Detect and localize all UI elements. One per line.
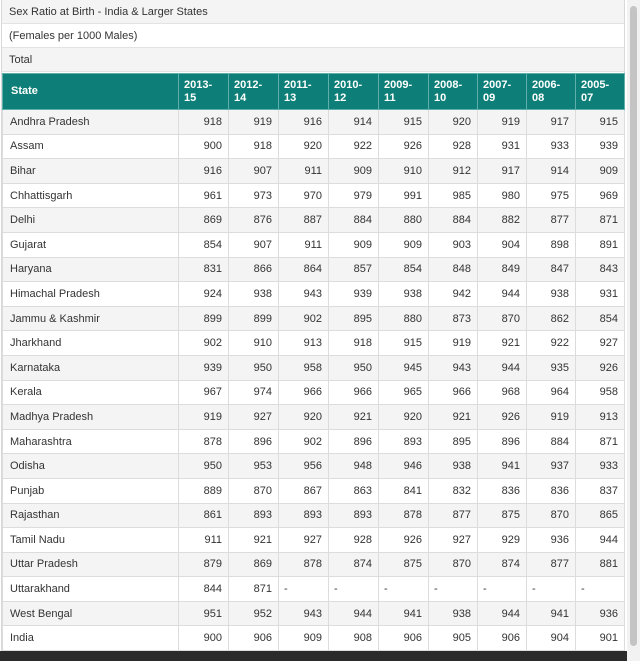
ratio-value-cell: 882 <box>478 208 527 233</box>
ratio-value-cell: 964 <box>527 380 576 405</box>
sex-ratio-table <box>2 73 625 651</box>
ratio-value-cell: 863 <box>329 478 379 503</box>
state-name-cell: Jammu & Kashmir <box>3 306 179 331</box>
ratio-value-cell: 900 <box>179 626 229 651</box>
table-row <box>3 159 625 184</box>
ratio-value-cell: 903 <box>429 232 478 257</box>
ratio-value-cell: 902 <box>279 306 329 331</box>
state-name-cell: Bihar <box>3 159 179 184</box>
ratio-value-cell: 944 <box>329 601 379 626</box>
ratio-value-cell: 921 <box>429 405 478 430</box>
table-row <box>3 306 625 331</box>
ratio-value-cell: 861 <box>179 503 229 528</box>
ratio-value-cell: 857 <box>329 257 379 282</box>
ratio-value-cell: 912 <box>429 159 478 184</box>
ratio-value-cell: 904 <box>527 626 576 651</box>
column-header-year: 2013- 15 <box>179 74 229 110</box>
column-header-year: 2011- 13 <box>279 74 329 110</box>
ratio-value-cell: 920 <box>379 405 429 430</box>
ratio-value-cell: 889 <box>179 478 229 503</box>
ratio-value-cell: 943 <box>429 355 478 380</box>
ratio-value-cell: - <box>429 577 478 602</box>
ratio-value-cell: 877 <box>527 552 576 577</box>
ratio-value-cell: 944 <box>478 601 527 626</box>
state-name-cell: Uttarakhand <box>3 577 179 602</box>
ratio-value-cell: 936 <box>527 528 576 553</box>
ratio-value-cell: 870 <box>429 552 478 577</box>
ratio-value-cell: 970 <box>279 183 329 208</box>
table-row <box>3 528 625 553</box>
ratio-value-cell: 902 <box>179 331 229 356</box>
ratio-value-cell: 836 <box>527 478 576 503</box>
ratio-value-cell: 951 <box>179 601 229 626</box>
ratio-value-cell: 937 <box>527 454 576 479</box>
table-row <box>3 454 625 479</box>
ratio-value-cell: 913 <box>576 405 625 430</box>
table-row <box>3 405 625 430</box>
table-row <box>3 429 625 454</box>
ratio-value-cell: 869 <box>179 208 229 233</box>
ratio-value-cell: 871 <box>229 577 279 602</box>
ratio-value-cell: 979 <box>329 183 379 208</box>
ratio-value-cell: 913 <box>279 331 329 356</box>
ratio-value-cell: 906 <box>478 626 527 651</box>
state-name-cell: Jharkhand <box>3 331 179 356</box>
ratio-value-cell: 938 <box>229 282 279 307</box>
table-row <box>3 626 625 651</box>
ratio-value-cell: 939 <box>576 134 625 159</box>
ratio-value-cell: 854 <box>576 306 625 331</box>
table-row <box>3 355 625 380</box>
ratio-value-cell: - <box>379 577 429 602</box>
ratio-value-cell: 864 <box>279 257 329 282</box>
state-name-cell: Uttar Pradesh <box>3 552 179 577</box>
table-row <box>3 110 625 135</box>
ratio-value-cell: 869 <box>229 552 279 577</box>
vertical-scrollbar[interactable] <box>627 0 640 661</box>
ratio-value-cell: 927 <box>229 405 279 430</box>
ratio-value-cell: 910 <box>379 159 429 184</box>
ratio-value-cell: 939 <box>179 355 229 380</box>
ratio-value-cell: 911 <box>179 528 229 553</box>
ratio-value-cell: 867 <box>279 478 329 503</box>
ratio-value-cell: 880 <box>379 208 429 233</box>
ratio-value-cell: 874 <box>329 552 379 577</box>
table-row <box>3 257 625 282</box>
ratio-value-cell: 896 <box>329 429 379 454</box>
ratio-value-cell: 904 <box>478 232 527 257</box>
ratio-value-cell: 928 <box>329 528 379 553</box>
state-name-cell: Himachal Pradesh <box>3 282 179 307</box>
ratio-value-cell: 907 <box>229 232 279 257</box>
ratio-value-cell: - <box>279 577 329 602</box>
ratio-value-cell: 952 <box>229 601 279 626</box>
ratio-value-cell: 909 <box>576 159 625 184</box>
ratio-value-cell: 906 <box>229 626 279 651</box>
ratio-value-cell: 919 <box>179 405 229 430</box>
ratio-value-cell: - <box>329 577 379 602</box>
ratio-value-cell: 866 <box>229 257 279 282</box>
ratio-value-cell: 896 <box>478 429 527 454</box>
ratio-value-cell: 898 <box>527 232 576 257</box>
ratio-value-cell: 969 <box>576 183 625 208</box>
ratio-value-cell: 875 <box>478 503 527 528</box>
ratio-value-cell: 938 <box>379 282 429 307</box>
table-row <box>3 331 625 356</box>
ratio-value-cell: 877 <box>429 503 478 528</box>
ratio-value-cell: 891 <box>576 232 625 257</box>
ratio-value-cell: 922 <box>527 331 576 356</box>
ratio-value-cell: 879 <box>179 552 229 577</box>
ratio-value-cell: 926 <box>379 528 429 553</box>
ratio-value-cell: 968 <box>478 380 527 405</box>
ratio-value-cell: 920 <box>279 405 329 430</box>
ratio-value-cell: 893 <box>329 503 379 528</box>
state-name-cell: Maharashtra <box>3 429 179 454</box>
table-row <box>3 183 625 208</box>
column-header-year: 2007- 09 <box>478 74 527 110</box>
ratio-value-cell: 916 <box>179 159 229 184</box>
state-name-cell: Rajasthan <box>3 503 179 528</box>
column-header-year: 2012- 14 <box>229 74 279 110</box>
ratio-value-cell: 973 <box>229 183 279 208</box>
ratio-value-cell: 878 <box>279 552 329 577</box>
ratio-value-cell: 854 <box>379 257 429 282</box>
ratio-value-cell: 975 <box>527 183 576 208</box>
ratio-value-cell: 944 <box>576 528 625 553</box>
ratio-value-cell: 871 <box>576 429 625 454</box>
ratio-value-cell: 878 <box>179 429 229 454</box>
ratio-value-cell: - <box>527 577 576 602</box>
ratio-value-cell: 933 <box>576 454 625 479</box>
ratio-value-cell: 946 <box>379 454 429 479</box>
ratio-value-cell: 918 <box>179 110 229 135</box>
ratio-value-cell: 870 <box>527 503 576 528</box>
table-row <box>3 282 625 307</box>
ratio-value-cell: 965 <box>379 380 429 405</box>
ratio-value-cell: 966 <box>279 380 329 405</box>
ratio-value-cell: 920 <box>279 134 329 159</box>
state-name-cell: Chhattisgarh <box>3 183 179 208</box>
ratio-value-cell: 895 <box>329 306 379 331</box>
ratio-value-cell: 909 <box>329 159 379 184</box>
ratio-value-cell: 899 <box>229 306 279 331</box>
ratio-value-cell: 831 <box>179 257 229 282</box>
ratio-value-cell: 938 <box>527 282 576 307</box>
table-row <box>3 208 625 233</box>
column-header-year: 2009- 11 <box>379 74 429 110</box>
scrollbar-thumb[interactable] <box>630 6 637 646</box>
ratio-value-cell: 873 <box>429 306 478 331</box>
ratio-value-cell: 926 <box>576 355 625 380</box>
ratio-value-cell: 876 <box>229 208 279 233</box>
ratio-value-cell: 958 <box>576 380 625 405</box>
ratio-value-cell: 908 <box>329 626 379 651</box>
column-header-year: 2006- 08 <box>527 74 576 110</box>
ratio-value-cell: 918 <box>229 134 279 159</box>
table-row <box>3 601 625 626</box>
ratio-value-cell: - <box>576 577 625 602</box>
ratio-value-cell: 919 <box>527 405 576 430</box>
ratio-value-cell: 847 <box>527 257 576 282</box>
ratio-value-cell: 843 <box>576 257 625 282</box>
ratio-value-cell: 933 <box>527 134 576 159</box>
column-header-year: 2005- 07 <box>576 74 625 110</box>
ratio-value-cell: 917 <box>527 110 576 135</box>
ratio-value-cell: 944 <box>478 282 527 307</box>
ratio-value-cell: 915 <box>379 110 429 135</box>
ratio-value-cell: 915 <box>379 331 429 356</box>
ratio-value-cell: 921 <box>229 528 279 553</box>
column-header-state: State <box>3 74 179 110</box>
ratio-value-cell: 899 <box>179 306 229 331</box>
ratio-value-cell: 921 <box>478 331 527 356</box>
state-name-cell: Tamil Nadu <box>3 528 179 553</box>
ratio-value-cell: 974 <box>229 380 279 405</box>
ratio-value-cell: 878 <box>379 503 429 528</box>
state-name-cell: Madhya Pradesh <box>3 405 179 430</box>
ratio-value-cell: 865 <box>576 503 625 528</box>
ratio-value-cell: 884 <box>527 429 576 454</box>
ratio-value-cell: 985 <box>429 183 478 208</box>
ratio-value-cell: 875 <box>379 552 429 577</box>
ratio-value-cell: 854 <box>179 232 229 257</box>
ratio-value-cell: 956 <box>279 454 329 479</box>
ratio-value-cell: 917 <box>478 159 527 184</box>
bottom-edge <box>0 651 627 661</box>
ratio-value-cell: 942 <box>429 282 478 307</box>
ratio-value-cell: 870 <box>478 306 527 331</box>
ratio-value-cell: 915 <box>576 110 625 135</box>
ratio-value-cell: 911 <box>279 159 329 184</box>
ratio-value-cell: 935 <box>527 355 576 380</box>
ratio-value-cell: 991 <box>379 183 429 208</box>
ratio-value-cell: 907 <box>229 159 279 184</box>
ratio-value-cell: 844 <box>179 577 229 602</box>
column-header-year: 2008- 10 <box>429 74 478 110</box>
ratio-value-cell: 958 <box>279 355 329 380</box>
ratio-value-cell: 841 <box>379 478 429 503</box>
ratio-value-cell: 862 <box>527 306 576 331</box>
ratio-value-cell: 953 <box>229 454 279 479</box>
state-name-cell: Gujarat <box>3 232 179 257</box>
ratio-value-cell: 914 <box>527 159 576 184</box>
ratio-value-cell: 920 <box>429 110 478 135</box>
state-name-cell: Assam <box>3 134 179 159</box>
ratio-value-cell: 893 <box>229 503 279 528</box>
section-label: Total <box>2 48 624 72</box>
ratio-value-cell: 941 <box>478 454 527 479</box>
ratio-value-cell: 927 <box>279 528 329 553</box>
table-title: Sex Ratio at Birth - India & Larger States <box>2 0 624 24</box>
ratio-value-cell: 918 <box>329 331 379 356</box>
ratio-value-cell: 941 <box>379 601 429 626</box>
ratio-value-cell: 950 <box>179 454 229 479</box>
ratio-value-cell: 877 <box>527 208 576 233</box>
ratio-value-cell: 909 <box>379 232 429 257</box>
state-name-cell: Kerala <box>3 380 179 405</box>
ratio-value-cell: 921 <box>329 405 379 430</box>
ratio-value-cell: 910 <box>229 331 279 356</box>
ratio-value-cell: 909 <box>329 232 379 257</box>
ratio-value-cell: 837 <box>576 478 625 503</box>
column-header-year: 2010- 12 <box>329 74 379 110</box>
ratio-value-cell: 927 <box>576 331 625 356</box>
ratio-value-cell: 926 <box>379 134 429 159</box>
ratio-value-cell: 939 <box>329 282 379 307</box>
table-subtitle: (Females per 1000 Males) <box>2 24 624 48</box>
ratio-value-cell: 874 <box>478 552 527 577</box>
ratio-value-cell: 931 <box>478 134 527 159</box>
ratio-value-cell: 966 <box>429 380 478 405</box>
ratio-value-cell: 848 <box>429 257 478 282</box>
ratio-value-cell: 927 <box>429 528 478 553</box>
table-row <box>3 503 625 528</box>
ratio-value-cell: 871 <box>576 208 625 233</box>
ratio-value-cell: 881 <box>576 552 625 577</box>
table-row <box>3 478 625 503</box>
ratio-value-cell: 944 <box>478 355 527 380</box>
ratio-value-cell: 909 <box>279 626 329 651</box>
state-name-cell: West Bengal <box>3 601 179 626</box>
ratio-value-cell: 936 <box>576 601 625 626</box>
ratio-value-cell: 895 <box>429 429 478 454</box>
ratio-value-cell: 902 <box>279 429 329 454</box>
ratio-value-cell: 961 <box>179 183 229 208</box>
table-row <box>3 380 625 405</box>
ratio-value-cell: 887 <box>279 208 329 233</box>
ratio-value-cell: 926 <box>478 405 527 430</box>
ratio-value-cell: 922 <box>329 134 379 159</box>
table-row <box>3 232 625 257</box>
table-row <box>3 552 625 577</box>
ratio-value-cell: 966 <box>329 380 379 405</box>
ratio-value-cell: 914 <box>329 110 379 135</box>
ratio-value-cell: 980 <box>478 183 527 208</box>
ratio-value-cell: 919 <box>229 110 279 135</box>
ratio-value-cell: 832 <box>429 478 478 503</box>
ratio-value-cell: 893 <box>279 503 329 528</box>
state-name-cell: India <box>3 626 179 651</box>
ratio-value-cell: 931 <box>576 282 625 307</box>
ratio-value-cell: 928 <box>429 134 478 159</box>
ratio-value-cell: 945 <box>379 355 429 380</box>
ratio-value-cell: 893 <box>379 429 429 454</box>
ratio-value-cell: 901 <box>576 626 625 651</box>
ratio-value-cell: 929 <box>478 528 527 553</box>
state-name-cell: Punjab <box>3 478 179 503</box>
state-name-cell: Karnataka <box>3 355 179 380</box>
ratio-value-cell: 906 <box>379 626 429 651</box>
ratio-value-cell: 919 <box>429 331 478 356</box>
ratio-value-cell: 905 <box>429 626 478 651</box>
ratio-value-cell: 948 <box>329 454 379 479</box>
ratio-value-cell: 941 <box>527 601 576 626</box>
ratio-value-cell: 880 <box>379 306 429 331</box>
table-row <box>3 134 625 159</box>
state-name-cell: Delhi <box>3 208 179 233</box>
ratio-value-cell: 938 <box>429 454 478 479</box>
ratio-value-cell: 896 <box>229 429 279 454</box>
state-name-cell: Odisha <box>3 454 179 479</box>
ratio-value-cell: 900 <box>179 134 229 159</box>
ratio-value-cell: 943 <box>279 601 329 626</box>
ratio-value-cell: 849 <box>478 257 527 282</box>
ratio-value-cell: 916 <box>279 110 329 135</box>
header-row <box>3 74 625 110</box>
ratio-value-cell: 950 <box>229 355 279 380</box>
ratio-value-cell: 884 <box>329 208 379 233</box>
ratio-value-cell: 924 <box>179 282 229 307</box>
ratio-value-cell: - <box>478 577 527 602</box>
ratio-value-cell: 870 <box>229 478 279 503</box>
ratio-value-cell: 950 <box>329 355 379 380</box>
table-row <box>3 577 625 602</box>
ratio-value-cell: 938 <box>429 601 478 626</box>
ratio-value-cell: 836 <box>478 478 527 503</box>
ratio-value-cell: 919 <box>478 110 527 135</box>
state-name-cell: Andhra Pradesh <box>3 110 179 135</box>
state-name-cell: Haryana <box>3 257 179 282</box>
ratio-value-cell: 911 <box>279 232 329 257</box>
ratio-value-cell: 943 <box>279 282 329 307</box>
ratio-value-cell: 884 <box>429 208 478 233</box>
ratio-value-cell: 967 <box>179 380 229 405</box>
